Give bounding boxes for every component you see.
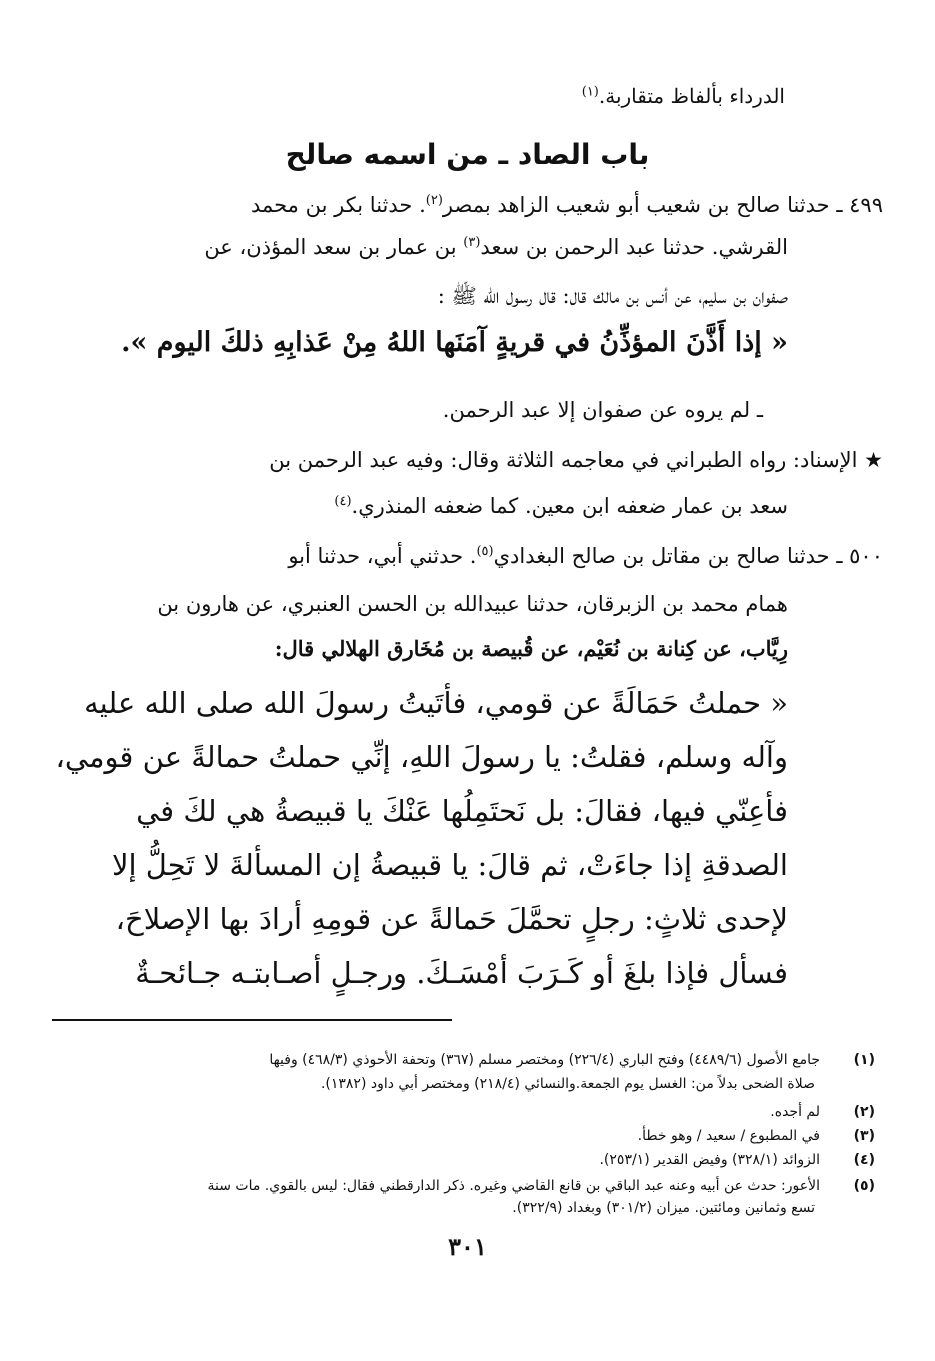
hadith-499-line-1-text: ٤٩٩ ـ حدثنا صالح بن شعيب أبو شعيب الزاهد بمصر bbox=[442, 193, 883, 217]
footnote-1-text: جامع الأصول (٤٤٨٩/٦) وفتح الباري (٢٢٦/٤) ومختصر مسلم (٣٦٧) وتحفة الأحوذي (٤٦٨/٣) وفيها bbox=[269, 1052, 820, 1068]
hadith-499-line-3: صفوان بن سليم، عن أنس بن مالك قال: قال رسول الله ﷺ : bbox=[437, 284, 788, 308]
section-title: باب الصاد ـ من اسمه صالح bbox=[285, 138, 650, 171]
footnote-ref-1: (١) bbox=[581, 84, 599, 100]
hadith-500-line-3: رِيَّاب، عن كِنانة بن نُعَيْم، عن قُبيصة بن مُخَارق الهلالي قال: bbox=[274, 636, 788, 661]
hadith-499-line-2-tail: بن عمار بن سعد المؤذن، عن bbox=[204, 235, 464, 259]
hadith-500-matn-5: لإحدى ثلاثٍ: رجلٍ تحمَّلَ حَمالةً عن قومِهِ أرادَ بها الإصلاحَ، bbox=[115, 902, 788, 936]
running-line-text: الدرداء بألفاظ متقاربة. bbox=[598, 84, 785, 108]
footnote-1-cont: صلاة الضحى بدلاً من: الغسل يوم الجمعة.والنسائي (٢١٨/٤) ومختصر أبي داود (١٣٨٢). bbox=[320, 1076, 815, 1092]
hadith-499-isnad-2 bbox=[334, 494, 788, 518]
hadith-500-matn-2: وآله وسلم، فقلتُ: يا رسولَ اللهِ، إنِّي حملتُ حمالةً عن قومي، bbox=[55, 740, 788, 774]
footnote-2 bbox=[770, 1104, 875, 1120]
footnote-3-marker: (٣) bbox=[853, 1128, 875, 1144]
footnote-2-marker: (٢) bbox=[853, 1104, 875, 1120]
hadith-499-matn: « إذا أَذَّنَ المؤذِّنُ في قريةٍ آمَنَها اللهُ مِنْ عَذابِهِ ذلكَ اليوم ». bbox=[121, 327, 788, 358]
footnote-separator bbox=[52, 1019, 452, 1021]
hadith-499-isnad-2-text: سعد بن عمار ضعفه ابن معين. كما ضعفه المنذري. bbox=[351, 494, 788, 518]
footnote-ref-3: (٣) bbox=[463, 235, 481, 250]
hadith-500-matn-6: فسأل فإذا بلغَ أو كَـرَبَ أمْسَـكَ. ورجـلٍ أصـابتـه جـائحـةٌ bbox=[135, 956, 788, 990]
hadith-499-line-2 bbox=[204, 235, 788, 259]
footnote-3-text: في المطبوع / سعيد / وهو خطأ. bbox=[637, 1128, 820, 1144]
footnote-5 bbox=[208, 1178, 876, 1194]
hadith-500-matn-4: الصدقةِ إذا جاءَتْ، ثم قالَ: يا قبيصةُ إن المسألةَ لا تَحِلُّ إلا bbox=[111, 848, 788, 882]
hadith-500-matn-1: « حملتُ حَمَالَةً عن قومي، فأتَيتُ رسولَ الله صلى الله عليه bbox=[84, 686, 788, 720]
hadith-499-isnad: ★ الإسناد: رواه الطبراني في معاجمه الثلاثة وقال: وفيه عبد الرحمن بن bbox=[269, 448, 883, 472]
footnote-4-marker: (٤) bbox=[853, 1152, 875, 1168]
footnote-1 bbox=[269, 1052, 875, 1068]
hadith-499-line-1-tail: . حدثنا بكر بن محمد bbox=[250, 193, 426, 217]
footnote-2-text: لم أجده. bbox=[770, 1104, 820, 1120]
footnote-5-text: الأعور: حدث عن أبيه وعنه عبد الباقي بن قانع القاضي وغيره. ذكر الدارقطني فقال: ليس بالقوي. مات سنة bbox=[207, 1178, 820, 1194]
footnote-1-marker: (١) bbox=[853, 1052, 875, 1068]
footnote-4-text: الزوائد (٣٢٨/١) وفيض القدير (٢٥٣/١). bbox=[599, 1152, 820, 1168]
page-number: ٣٠١ bbox=[448, 1232, 487, 1261]
footnote-ref-4: (٤) bbox=[334, 494, 352, 509]
running-line bbox=[582, 84, 785, 108]
hadith-500-line-1-tail: . حدثني أبي، حدثنا أبو bbox=[288, 544, 477, 568]
hadith-500-line-1 bbox=[288, 544, 883, 568]
hadith-499-remark: ـ لم يروه عن صفوان إلا عبد الرحمن. bbox=[442, 398, 763, 422]
footnote-ref-5: (٥) bbox=[476, 544, 494, 559]
hadith-500-line-2: همام محمد بن الزبرقان، حدثنا عبيدالله بن الحسن العنبري، عن هارون بن bbox=[157, 592, 788, 616]
hadith-499-line-1 bbox=[251, 193, 883, 217]
footnote-ref-2: (٢) bbox=[425, 193, 443, 208]
hadith-500-line-1-text: ٥٠٠ ـ حدثنا صالح بن مقاتل بن صالح البغدادي bbox=[493, 544, 883, 568]
footnote-3 bbox=[638, 1128, 875, 1144]
footnote-5-cont: تسع وثمانين ومائتين. ميزان (٣٠١/٢) وبغداد (٣٢٢/٩). bbox=[512, 1200, 815, 1216]
footnote-4 bbox=[599, 1152, 875, 1168]
hadith-499-line-2-text: القرشي. حدثنا عبد الرحمن بن سعد bbox=[480, 235, 788, 259]
footnote-5-marker: (٥) bbox=[853, 1178, 875, 1194]
hadith-500-matn-3: فأعِنّي فيها، فقالَ: بل نَحتَمِلُها عَنْكَ يا قبيصةُ هي لكَ في bbox=[136, 794, 788, 828]
